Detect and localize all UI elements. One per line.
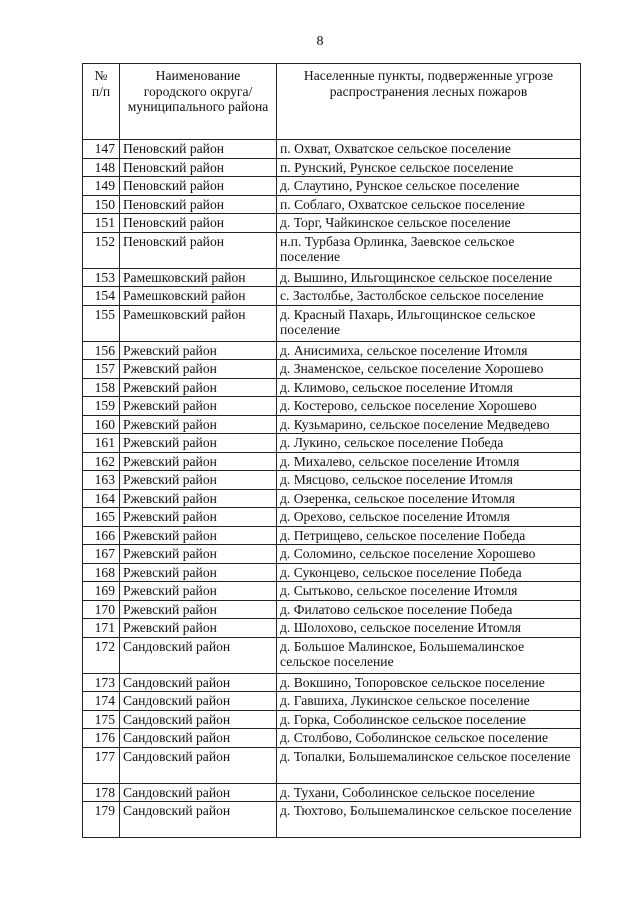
row-settlement: д. Сытьково, сельское поселение Итомля [277, 582, 581, 601]
table-row [83, 783, 581, 802]
table-row [83, 471, 581, 490]
row-district: Ржевский район [120, 526, 277, 545]
row-district: Сандовский район [120, 673, 277, 692]
table-row [83, 232, 581, 268]
table-row [83, 177, 581, 196]
row-district: Ржевский район [120, 341, 277, 360]
row-district: Рамешковский район [120, 268, 277, 287]
row-settlement: д. Красный Пахарь, Ильгощинское сельское поселение [277, 305, 581, 341]
row-district: Ржевский район [120, 508, 277, 527]
row-settlement: д. Петрищево, сельское поселение Победа [277, 526, 581, 545]
row-number: 174 [83, 692, 120, 711]
row-settlement: д. Вокшино, Топоровское сельское поселение [277, 673, 581, 692]
row-district: Сандовский район [120, 692, 277, 711]
table-row [83, 710, 581, 729]
row-number: 175 [83, 710, 120, 729]
row-number: 152 [83, 232, 120, 268]
table-row [83, 140, 581, 159]
table-row [83, 452, 581, 471]
row-settlement: с. Застолбье, Застолбское сельское поселение [277, 287, 581, 306]
row-settlement: п. Соблаго, Охватское сельское поселение [277, 195, 581, 214]
row-district: Рамешковский район [120, 305, 277, 341]
row-number: 153 [83, 268, 120, 287]
row-number: 178 [83, 783, 120, 802]
table-row [83, 415, 581, 434]
row-settlement: д. Тюхтово, Большемалинское сельское поселение [277, 802, 581, 838]
row-number: 171 [83, 619, 120, 638]
header-settlements: Населенные пункты, подверженные угрозе распространения лесных пожаров [277, 64, 581, 140]
row-district: Сандовский район [120, 747, 277, 783]
table-row [83, 563, 581, 582]
table-row [83, 637, 581, 673]
settlements-table [82, 63, 581, 838]
row-number: 147 [83, 140, 120, 159]
row-settlement: д. Тухани, Соболинское сельское поселение [277, 783, 581, 802]
row-settlement: д. Костерово, сельское поселение Хорошево [277, 397, 581, 416]
table-row [83, 802, 581, 838]
row-district: Ржевский район [120, 397, 277, 416]
row-district: Ржевский район [120, 600, 277, 619]
table-row [83, 268, 581, 287]
row-district: Сандовский район [120, 783, 277, 802]
row-settlement: д. Климово, сельское поселение Итомля [277, 378, 581, 397]
row-number: 163 [83, 471, 120, 490]
row-settlement: д. Горка, Соболинское сельское поселение [277, 710, 581, 729]
row-number: 155 [83, 305, 120, 341]
row-district: Пеновский район [120, 232, 277, 268]
row-settlement: п. Охват, Охватское сельское поселение [277, 140, 581, 159]
row-number: 165 [83, 508, 120, 527]
row-number: 158 [83, 378, 120, 397]
row-number: 148 [83, 158, 120, 177]
row-number: 172 [83, 637, 120, 673]
header-num: № п/п [83, 64, 120, 140]
row-settlement: д. Лукино, сельское поселение Победа [277, 434, 581, 453]
table-row [83, 582, 581, 601]
header-district: Наименование городского округа/ муниципального района [120, 64, 277, 140]
row-district: Пеновский район [120, 140, 277, 159]
table-row [83, 729, 581, 748]
row-settlement: д. Столбово, Соболинское сельское поселение [277, 729, 581, 748]
table-row [83, 526, 581, 545]
row-number: 176 [83, 729, 120, 748]
row-number: 179 [83, 802, 120, 838]
row-number: 177 [83, 747, 120, 783]
row-settlement: д. Мясцово, сельское поселение Итомля [277, 471, 581, 490]
row-settlement: д. Филатово сельское поселение Победа [277, 600, 581, 619]
row-number: 159 [83, 397, 120, 416]
table-row [83, 158, 581, 177]
row-settlement: д. Гавшиха, Лукинское сельское поселение [277, 692, 581, 711]
row-district: Пеновский район [120, 177, 277, 196]
table-row [83, 673, 581, 692]
row-settlement: д. Большое Малинское, Большемалинское сельское поселение [277, 637, 581, 673]
table-row [83, 378, 581, 397]
row-number: 164 [83, 489, 120, 508]
row-district: Ржевский район [120, 582, 277, 601]
row-number: 166 [83, 526, 120, 545]
row-number: 160 [83, 415, 120, 434]
row-number: 168 [83, 563, 120, 582]
table-row [83, 434, 581, 453]
row-district: Ржевский район [120, 434, 277, 453]
row-number: 162 [83, 452, 120, 471]
row-district: Сандовский район [120, 802, 277, 838]
row-settlement: д. Шолохово, сельское поселение Итомля [277, 619, 581, 638]
row-district: Ржевский район [120, 378, 277, 397]
row-settlement: п. Рунский, Рунское сельское поселение [277, 158, 581, 177]
page-number: 8 [316, 34, 324, 49]
row-district: Ржевский район [120, 489, 277, 508]
row-number: 151 [83, 214, 120, 233]
row-district: Пеновский район [120, 214, 277, 233]
row-district: Пеновский район [120, 195, 277, 214]
row-district: Ржевский район [120, 619, 277, 638]
table-row [83, 545, 581, 564]
table-row [83, 305, 581, 341]
row-number: 157 [83, 360, 120, 379]
row-district: Ржевский район [120, 545, 277, 564]
row-number: 173 [83, 673, 120, 692]
table-row [83, 195, 581, 214]
row-number: 161 [83, 434, 120, 453]
table-row [83, 489, 581, 508]
row-district: Сандовский район [120, 637, 277, 673]
row-district: Сандовский район [120, 729, 277, 748]
row-settlement: д. Торг, Чайкинское сельское поселение [277, 214, 581, 233]
table-row [83, 397, 581, 416]
row-settlement: д. Суконцево, сельское поселение Победа [277, 563, 581, 582]
row-district: Сандовский район [120, 710, 277, 729]
row-district: Ржевский район [120, 563, 277, 582]
table-row [83, 600, 581, 619]
row-district: Пеновский район [120, 158, 277, 177]
row-settlement: д. Слаутино, Рунское сельское поселение [277, 177, 581, 196]
table-row [83, 287, 581, 306]
row-number: 149 [83, 177, 120, 196]
table-row [83, 619, 581, 638]
row-settlement: д. Михалево, сельское поселение Итомля [277, 452, 581, 471]
row-district: Ржевский район [120, 471, 277, 490]
table-body [83, 140, 581, 838]
row-district: Рамешковский район [120, 287, 277, 306]
table-row [83, 360, 581, 379]
row-number: 154 [83, 287, 120, 306]
row-settlement: н.п. Турбаза Орлинка, Заевское сельское поселение [277, 232, 581, 268]
row-number: 156 [83, 341, 120, 360]
row-district: Ржевский район [120, 452, 277, 471]
row-number: 170 [83, 600, 120, 619]
table-row [83, 341, 581, 360]
table-row [83, 692, 581, 711]
row-settlement: д. Кузьмарино, сельское поселение Медведево [277, 415, 581, 434]
row-settlement: д. Знаменское, сельское поселение Хорошево [277, 360, 581, 379]
table-header-row [83, 64, 581, 140]
row-district: Ржевский район [120, 415, 277, 434]
row-number: 167 [83, 545, 120, 564]
row-number: 150 [83, 195, 120, 214]
row-settlement: д. Орехово, сельское поселение Итомля [277, 508, 581, 527]
row-settlement: д. Соломино, сельское поселение Хорошево [277, 545, 581, 564]
table-row [83, 214, 581, 233]
row-number: 169 [83, 582, 120, 601]
table-row [83, 508, 581, 527]
row-settlement: д. Анисимиха, сельское поселение Итомля [277, 341, 581, 360]
row-settlement: д. Вышино, Ильгощинское сельское поселение [277, 268, 581, 287]
table-row [83, 747, 581, 783]
row-settlement: д. Озеренка, сельское поселение Итомля [277, 489, 581, 508]
row-district: Ржевский район [120, 360, 277, 379]
row-settlement: д. Топалки, Большемалинское сельское поселение [277, 747, 581, 783]
